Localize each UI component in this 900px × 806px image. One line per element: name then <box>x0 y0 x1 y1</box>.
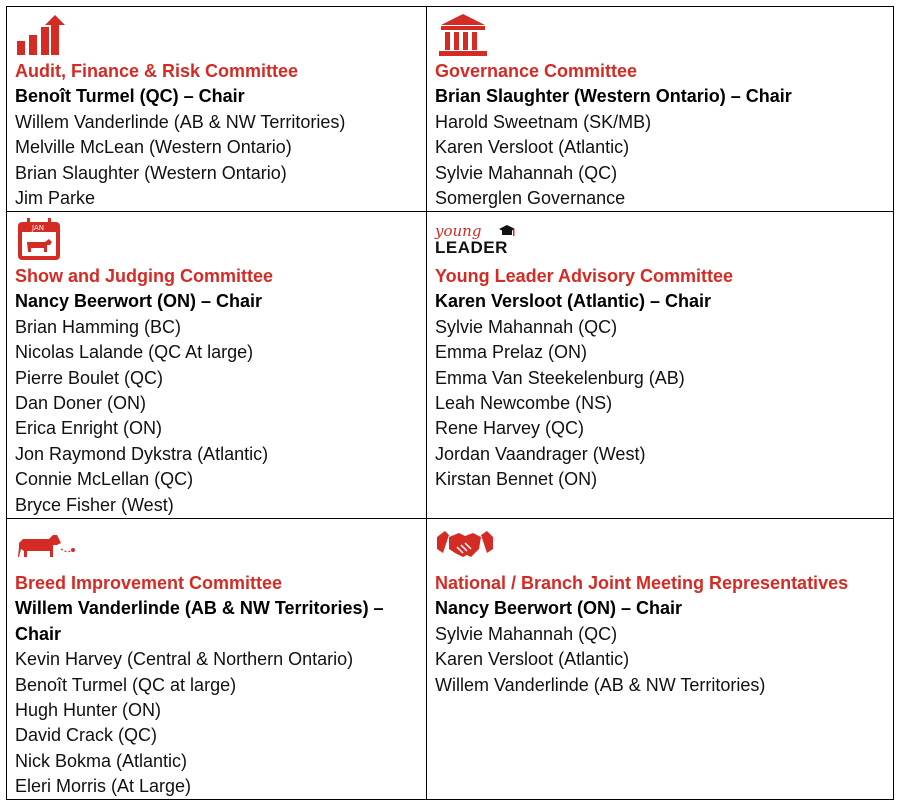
committee-cell-audit <box>7 7 426 211</box>
committee-member: Karen Versloot (Atlantic) <box>435 137 630 158</box>
committee-member: Bryce Fisher (West) <box>15 494 174 515</box>
committee-chair: Nancy Beerwort (ON) – Chair <box>15 291 263 312</box>
committee-member: Erica Enright (ON) <box>15 418 163 439</box>
committee-cell-young-leader <box>427 212 895 518</box>
committee-member: Melville McLean (Western Ontario) <box>15 137 292 158</box>
logo-young-text: young <box>435 222 482 240</box>
committee-member: David Crack (QC) <box>15 725 158 746</box>
committee-title: National / Branch Joint Meeting Representatives <box>435 573 849 593</box>
committee-member: Rene Harvey (QC) <box>435 418 585 439</box>
committee-member: Willem Vanderlinde (AB & NW Territories) <box>435 674 766 695</box>
committees-table <box>6 6 894 800</box>
committee-member: Hugh Hunter (ON) <box>15 700 162 721</box>
committee-title: Show and Judging Committee <box>15 266 274 286</box>
committee-member: Eleri Morris (At Large) <box>15 776 192 797</box>
committee-member: Jim Parke <box>15 188 96 209</box>
committee-member: Leah Newcombe (NS) <box>435 393 613 414</box>
committee-member: Benoît Turmel (QC at large) <box>15 674 237 695</box>
committee-member: Willem Vanderlinde (AB & NW Territories) <box>15 111 346 132</box>
committee-chair: Karen Versloot (Atlantic) – Chair <box>435 291 712 312</box>
committee-member: Emma Prelaz (ON) <box>435 342 588 363</box>
committee-member: Sylvie Mahannah (QC) <box>435 162 618 183</box>
handshake-icon <box>435 523 895 571</box>
committee-member: Nicolas Lalande (QC At large) <box>15 342 254 363</box>
committee-cell-national-branch <box>427 519 895 799</box>
bank-building-icon <box>435 11 895 59</box>
committee-member: Jordan Vaandrager (West) <box>435 443 646 464</box>
committee-member: Harold Sweetnam (SK/MB) <box>435 111 652 132</box>
committee-member: Nick Bokma (Atlantic) <box>15 750 188 771</box>
young-leader-logo <box>435 216 895 264</box>
committee-member: Kevin Harvey (Central & Northern Ontario) <box>15 649 354 670</box>
committee-member: Brian Hamming (BC) <box>15 316 182 337</box>
calendar-cow-icon <box>15 216 426 264</box>
committee-title: Governance Committee <box>435 61 638 81</box>
committee-member: Brian Slaughter (Western Ontario) <box>15 162 287 183</box>
committee-member: Dan Doner (ON) <box>15 393 147 414</box>
committee-cell-show-judging <box>7 212 426 518</box>
committee-member: Jon Raymond Dykstra (Atlantic) <box>15 443 269 464</box>
committee-cell-breed-improvement <box>7 519 426 799</box>
committee-member: Karen Versloot (Atlantic) <box>435 649 630 670</box>
committee-member: Sylvie Mahannah (QC) <box>435 623 618 644</box>
committee-chair: Brian Slaughter (Western Ontario) – Chair <box>435 86 792 107</box>
committee-member: Emma Van Steekelenburg (AB) <box>435 367 685 388</box>
committee-member: Connie McLellan (QC) <box>15 469 194 490</box>
committee-chair: Willem Vanderlinde (AB & NW Territories) – Chair <box>15 598 384 644</box>
committee-chair: Nancy Beerwort (ON) – Chair <box>435 598 683 619</box>
committee-member: Kirstan Bennet (ON) <box>435 469 598 490</box>
committee-title: Audit, Finance & Risk Committee <box>15 61 299 81</box>
bar-chart-arrow-icon <box>15 11 426 59</box>
graduation-cap-icon <box>497 224 517 238</box>
cow-icon <box>15 523 426 571</box>
committee-member: Pierre Boulet (QC) <box>15 367 164 388</box>
committee-chair: Benoît Turmel (QC) – Chair <box>15 86 245 107</box>
committee-cell-governance <box>427 7 895 211</box>
committee-member: Somerglen Governance <box>435 188 626 209</box>
committee-member: Sylvie Mahannah (QC) <box>435 316 618 337</box>
calendar-label: JAN <box>32 224 44 232</box>
logo-leader-text: LEADER <box>435 238 508 257</box>
committee-title: Young Leader Advisory Committee <box>435 266 734 286</box>
committee-title: Breed Improvement Committee <box>15 573 283 593</box>
